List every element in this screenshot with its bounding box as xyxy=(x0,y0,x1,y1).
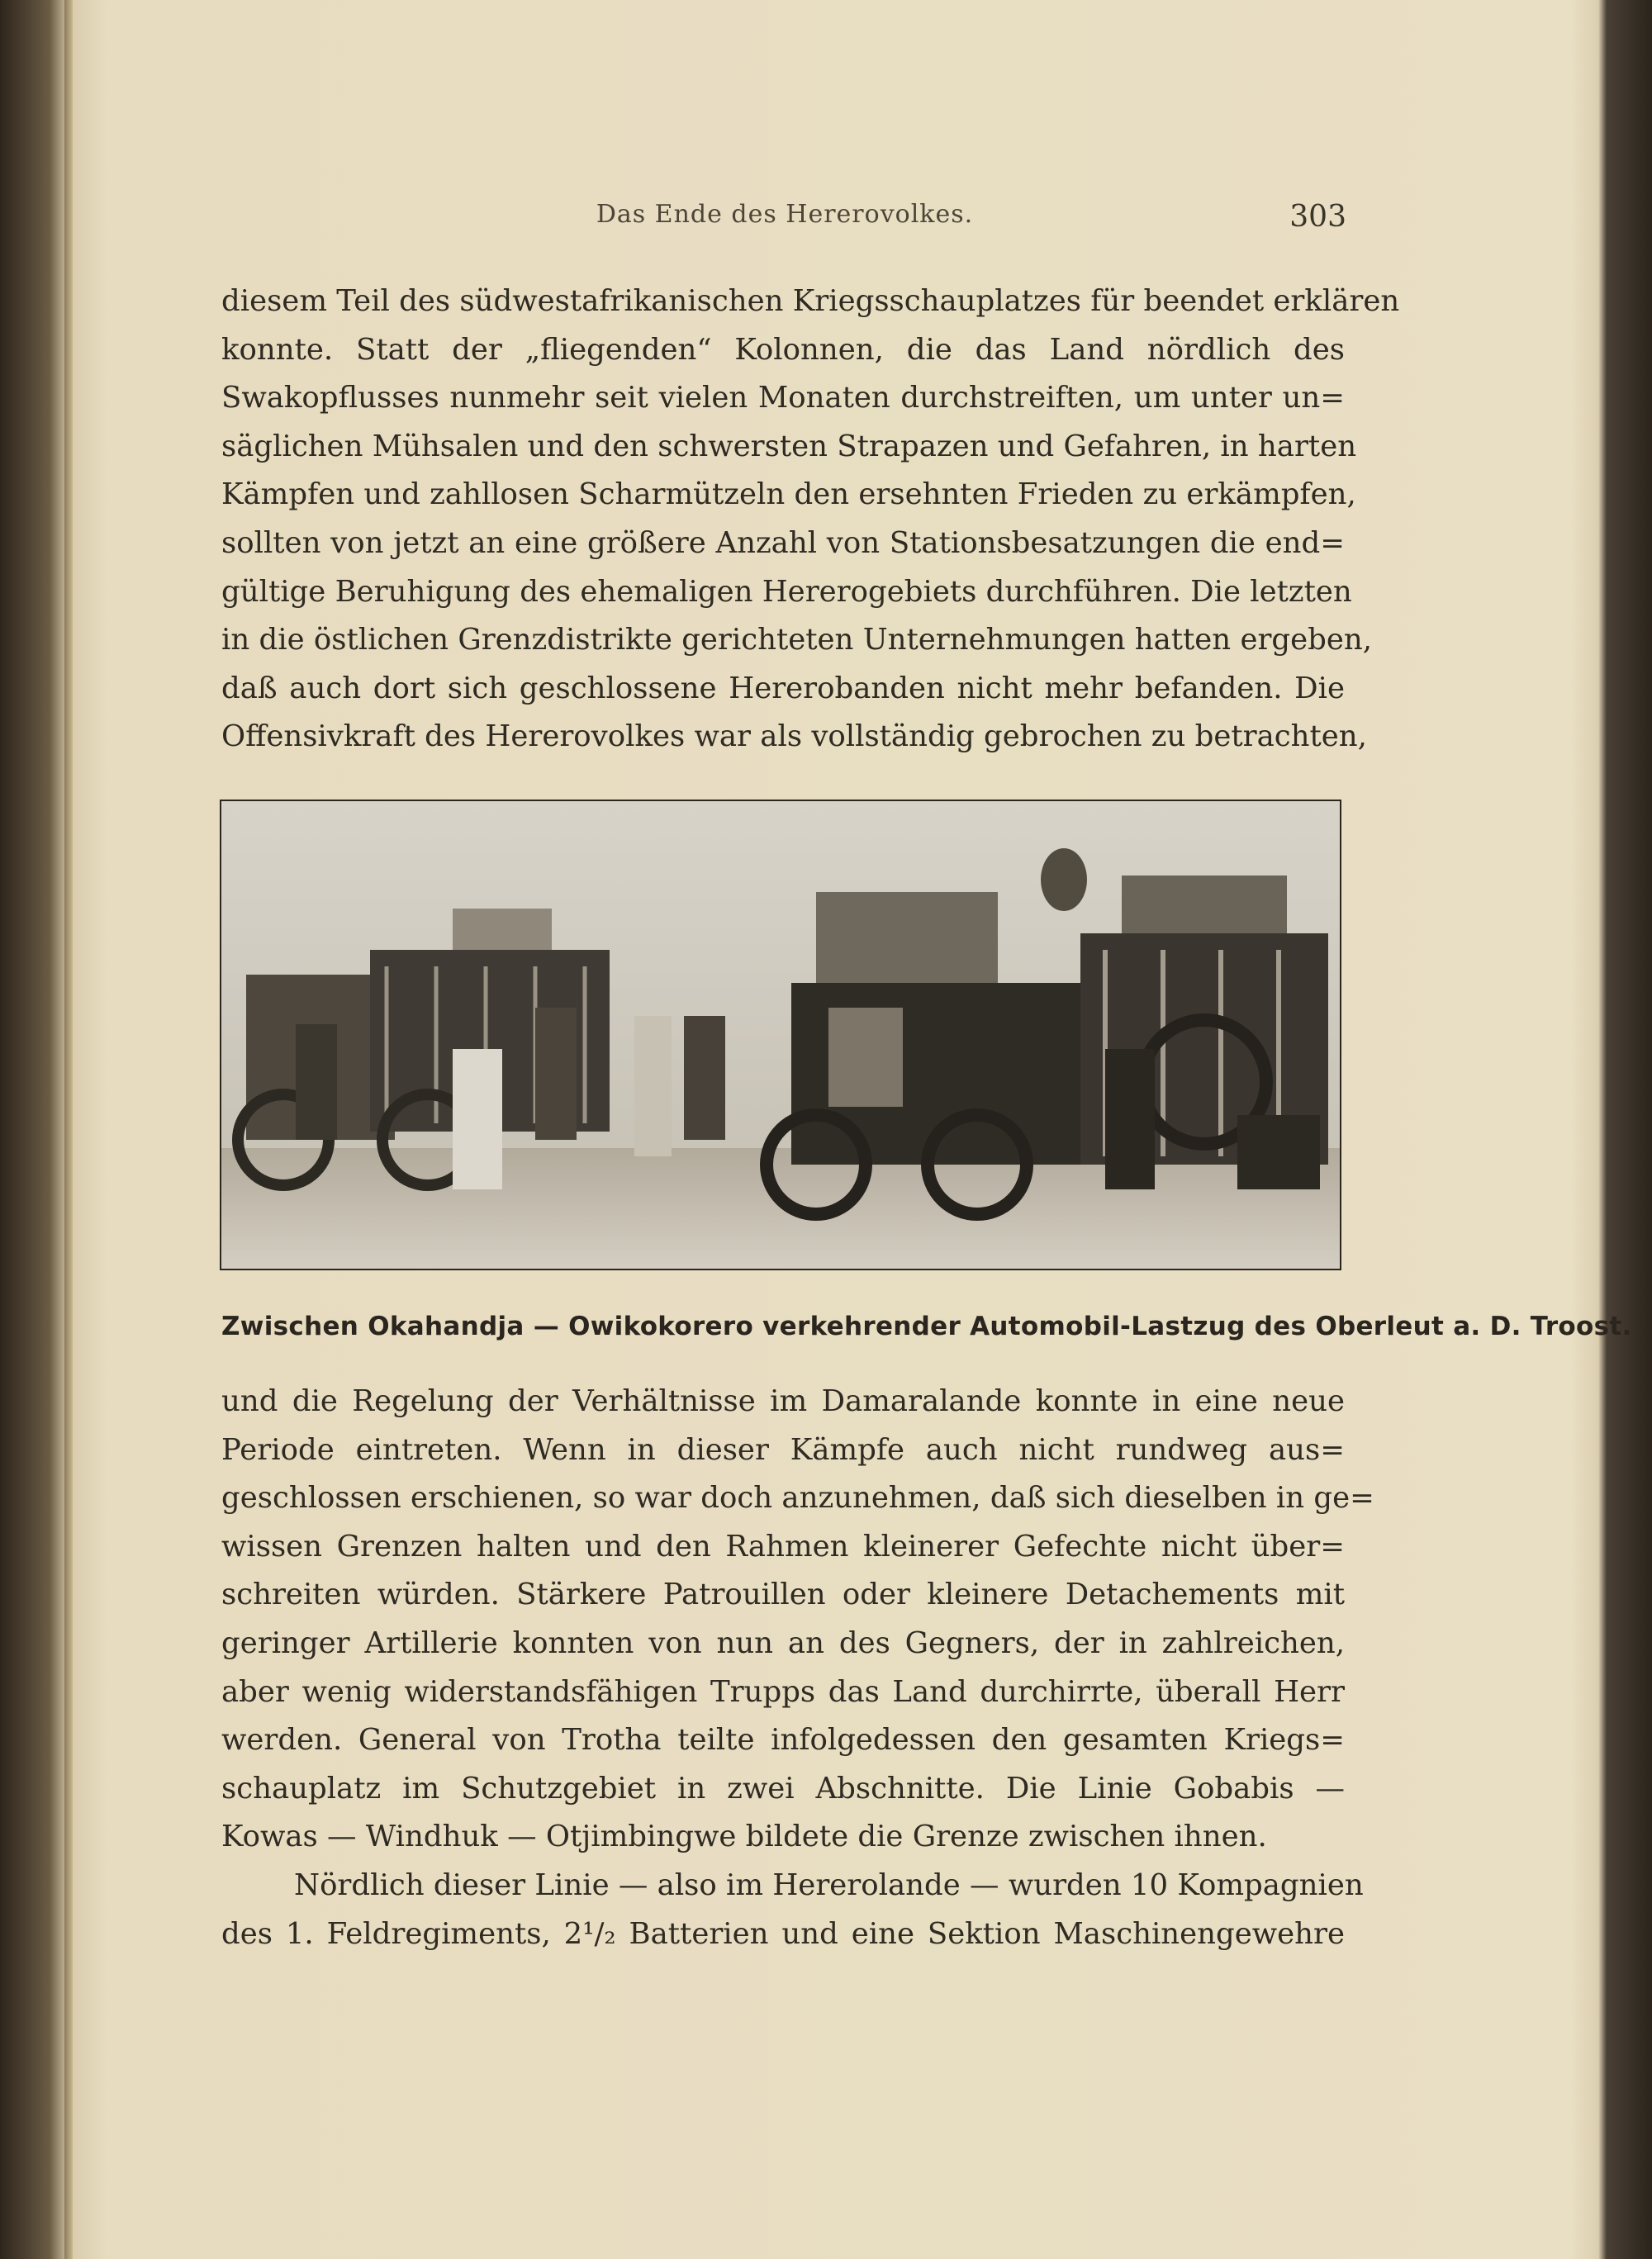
text-line: Kowas — Windhuk — Otjimbingwe bildete die Grenze zwischen ihnen. xyxy=(221,1820,1267,1854)
figure-caption: Zwischen Okahandja — Owikokorero verkehrender Automobil-Lastzug des Oberleut a. D. Troost. xyxy=(221,1312,1632,1341)
page-number: 303 xyxy=(1289,200,1346,234)
text-line: schreiten würden. Stärkere Patrouillen oder kleinere Detachements mit xyxy=(221,1578,1345,1612)
text-line: diesem Teil des südwestafrikanischen Kriegsschauplatzes für beendet erklären xyxy=(221,284,1400,318)
text-line: Periode eintreten. Wenn in dieser Kämpfe auch nicht rundweg aus= xyxy=(221,1432,1345,1467)
book-binding-edge xyxy=(64,0,73,2259)
text-line: wissen Grenzen halten und den Rahmen kleinerer Gefechte nicht über= xyxy=(221,1529,1345,1564)
running-head xyxy=(223,200,1346,233)
text-line: konnte. Statt der „fliegenden“ Kolonnen, die das Land nördlich des xyxy=(221,332,1345,367)
text-line: daß auch dort sich geschlossene Hererobanden nicht mehr befanden. Die xyxy=(221,671,1345,705)
text-line: geringer Artillerie konnten von nun an des Gegners, der in zahlreichen, xyxy=(221,1625,1345,1660)
text-line: Nördlich dieser Linie — also im Hererolande — wurden 10 Kompagnien xyxy=(294,1867,1364,1902)
text-line: aber wenig widerstandsfähigen Trupps das Land durchirrte, überall Herr xyxy=(221,1674,1345,1709)
text-line: Offensivkraft des Hererovolkes war als vollständig gebrochen zu betrachten, xyxy=(221,719,1367,754)
photograph-automobile-train xyxy=(220,800,1341,1270)
photo-illustration xyxy=(221,801,1340,1269)
text-line: schauplatz im Schutzgebiet in zwei Abschnitte. Die Linie Gobabis — xyxy=(221,1771,1345,1806)
text-line: Kämpfen und zahllosen Scharmützeln den ersehnten Frieden zu erkämpfen, xyxy=(221,477,1356,512)
text-line: werden. General von Trotha teilte infolgedessen den gesamten Kriegs= xyxy=(221,1723,1345,1758)
text-line: in die östlichen Grenzdistrikte gerichteten Unternehmungen hatten ergeben, xyxy=(221,623,1373,657)
running-title: Das Ende des Hererovolkes. xyxy=(596,200,974,229)
text-line: des 1. Feldregiments, 2¹/₂ Batterien und eine Sektion Maschinengewehre xyxy=(221,1916,1345,1951)
text-line: gültige Beruhigung des ehemaligen Hererogebiets durchführen. Die letzten xyxy=(221,574,1352,609)
text-line: sollten von jetzt an eine größere Anzahl von Stationsbesatzungen die end= xyxy=(221,525,1345,560)
text-line: geschlossen erschienen, so war doch anzunehmen, daß sich dieselben in ge= xyxy=(221,1481,1374,1516)
paragraph-bottom xyxy=(221,1378,1374,1958)
paragraph-top xyxy=(221,278,1400,762)
text-line: säglichen Mühsalen und den schwersten Strapazen und Gefahren, in harten xyxy=(221,429,1357,463)
text-line: und die Regelung der Verhältnisse im Damaralande konnte in eine neue xyxy=(221,1384,1345,1418)
text-line: Swakopflusses nunmehr seit vielen Monaten durchstreiften, um unter un= xyxy=(221,381,1345,415)
